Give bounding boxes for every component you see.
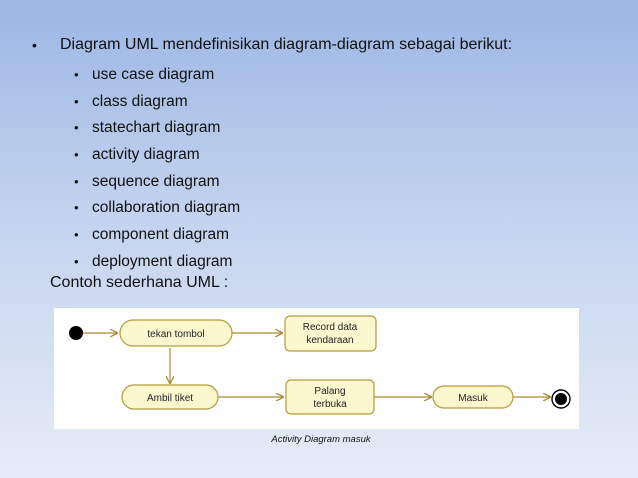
example-title: Contoh sederhana UML : bbox=[50, 274, 229, 291]
caption-text: Activity Diagram masuk bbox=[271, 434, 371, 445]
list-item bbox=[74, 222, 240, 249]
list-item bbox=[74, 169, 240, 196]
diagram-caption bbox=[0, 434, 638, 445]
intro-text: Diagram UML mendefinisikan diagram-diagram sebagai berikut: bbox=[60, 36, 513, 53]
list-item-label: class diagram bbox=[92, 92, 188, 110]
node-label: Masuk bbox=[458, 393, 488, 404]
bullet-icon: • bbox=[74, 93, 79, 109]
list-item-label: sequence diagram bbox=[92, 172, 220, 190]
node-label: Record data bbox=[302, 322, 358, 333]
node-label: Ambil tiket bbox=[146, 393, 194, 404]
intro-bullet bbox=[32, 36, 512, 54]
bullet-icon: • bbox=[74, 227, 79, 243]
node-label: tekan tombol bbox=[147, 329, 205, 340]
bullet-icon: • bbox=[74, 200, 79, 216]
list-item bbox=[74, 115, 240, 142]
bullet-icon: • bbox=[74, 173, 79, 189]
list-item bbox=[74, 195, 240, 222]
bullet-icon: • bbox=[74, 253, 79, 269]
node-record-data bbox=[285, 316, 376, 351]
bullet-icon: • bbox=[74, 120, 79, 136]
start-node bbox=[69, 326, 83, 340]
node-masuk bbox=[433, 386, 513, 408]
list-item-label: use case diagram bbox=[92, 66, 215, 83]
bullet-icon: • bbox=[74, 147, 79, 163]
node-tekan-tombol bbox=[120, 320, 232, 346]
activity-diagram-svg bbox=[54, 308, 579, 429]
list-item-label: statechart diagram bbox=[92, 119, 221, 137]
node-label: terbuka bbox=[313, 399, 347, 410]
node-label: Palang bbox=[314, 386, 346, 397]
node-ambil-tiket bbox=[122, 385, 218, 409]
end-node bbox=[552, 390, 570, 408]
activity-diagram bbox=[54, 308, 579, 429]
list-item bbox=[74, 142, 240, 169]
node-label: kendaraan bbox=[306, 335, 354, 346]
list-item bbox=[74, 62, 240, 89]
list-item bbox=[74, 89, 240, 116]
list-item bbox=[74, 249, 240, 276]
list-item-label: component diagram bbox=[92, 226, 229, 244]
node-palang-terbuka bbox=[286, 380, 374, 414]
diagram-type-list bbox=[74, 62, 240, 276]
list-item-label: collaboration diagram bbox=[92, 199, 241, 217]
bullet-icon: • bbox=[32, 37, 37, 53]
list-item-label: activity diagram bbox=[92, 146, 200, 164]
list-item-label: deployment diagram bbox=[92, 252, 233, 270]
bullet-icon: • bbox=[74, 67, 79, 82]
